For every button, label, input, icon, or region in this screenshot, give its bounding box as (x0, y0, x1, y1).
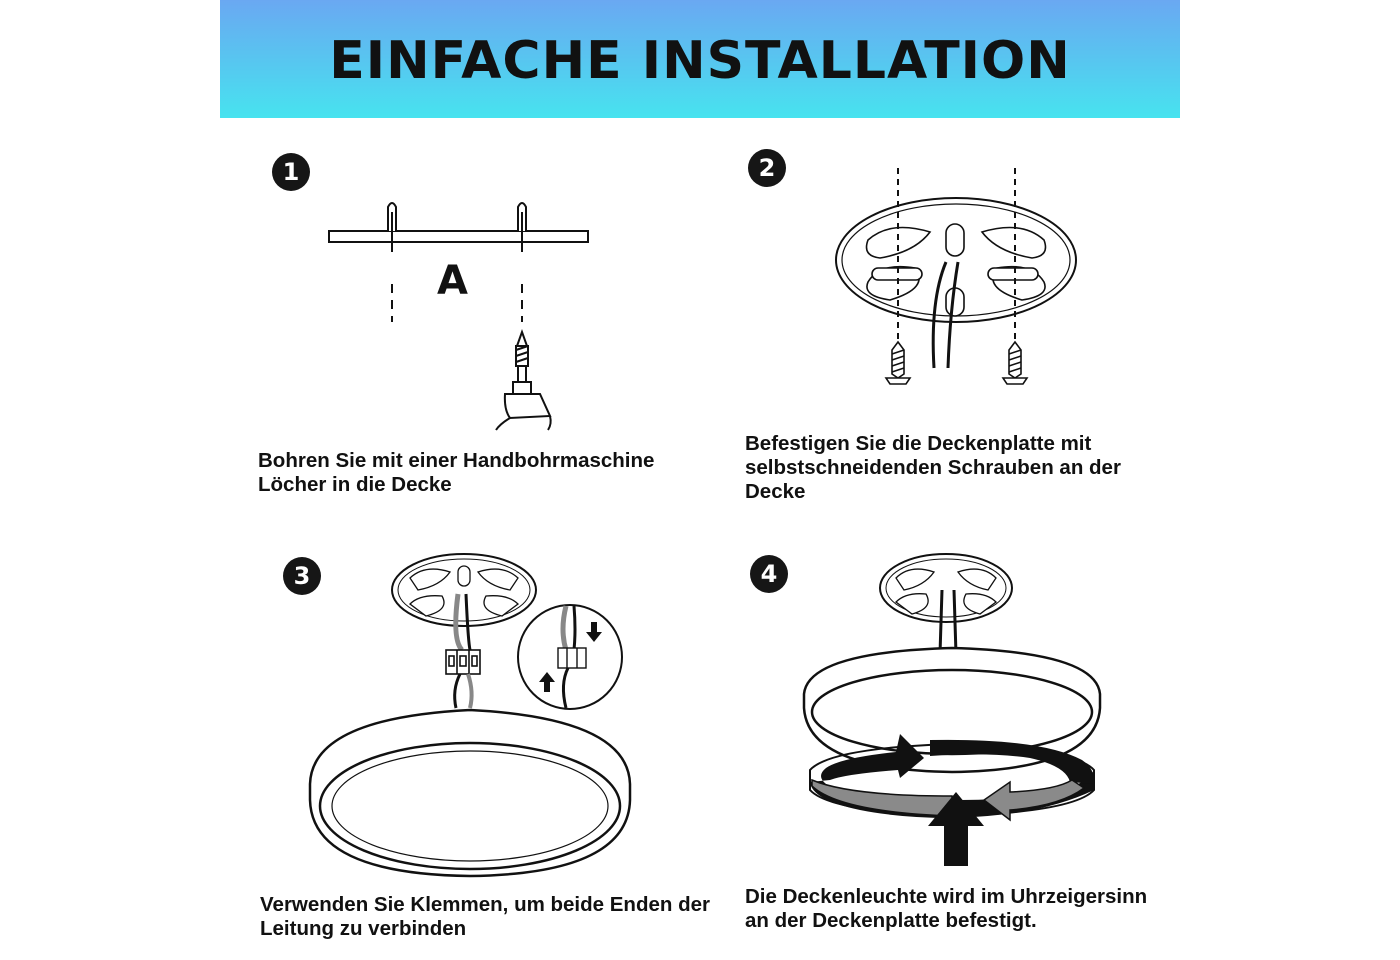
step-2-badge: 2 (748, 149, 786, 187)
step-1-badge: 1 (272, 153, 310, 191)
step-4-badge: 4 (750, 555, 788, 593)
step-2-caption: Befestigen Sie die Deckenplatte mit selbstschneidenden Schrauben an der Decke (745, 432, 1121, 503)
step-1-hole-label: A (437, 258, 468, 304)
step-4-caption: Die Deckenleuchte wird im Uhrzeigersinn an der Deckenplatte befestigt. (745, 885, 1148, 932)
step-3-caption: Verwenden Sie Klemmen, um beide Enden der Leitung zu verbinden (260, 893, 710, 940)
grey-band (812, 780, 952, 816)
step-1-caption: Bohren Sie mit einer Handbohrmaschine Löcher in die Decke (258, 449, 655, 496)
page-title: EINFACHE INSTALLATION (329, 31, 1071, 91)
mounting-plate-small (880, 554, 1012, 622)
step-3-badge: 3 (283, 557, 321, 595)
